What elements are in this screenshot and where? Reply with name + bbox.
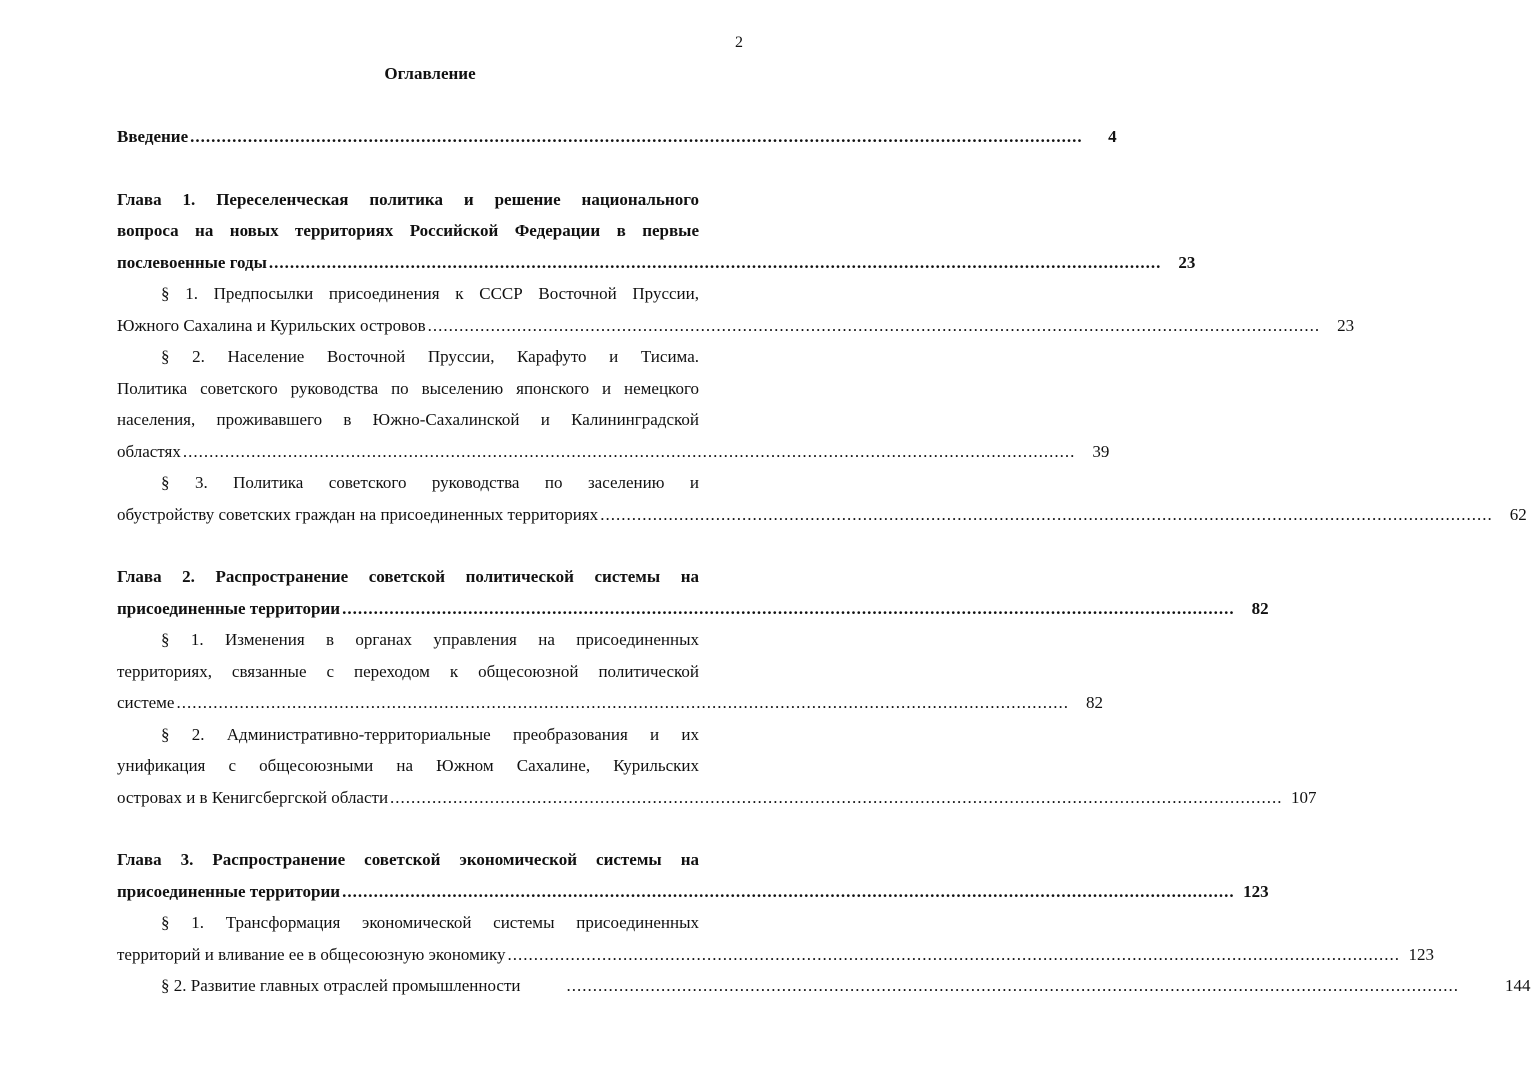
toc-entry-line: Глава 1. Переселенческая политика и решение национального	[117, 189, 699, 209]
toc-page-number: 23	[1178, 252, 1196, 272]
toc-entry-chapter-1	[117, 184, 1196, 279]
toc-page-number: 144	[1505, 976, 1531, 995]
toc-entry-title: присоединенные территории	[117, 881, 341, 901]
toc-entry-title: Южного Сахалина и Курильских островов	[117, 315, 426, 335]
toc-entry-title: территорий и вливание ее в общесоюзную экономику	[117, 944, 506, 964]
toc-page-number: 23	[1337, 315, 1355, 335]
toc-page-number: 82	[1085, 693, 1103, 712]
toc-entry-section-3-1	[117, 907, 1434, 970]
toc-entry-line: § 3. Политика советского руководства по заселению и	[161, 473, 699, 492]
toc-page-number: 107	[1291, 787, 1317, 807]
toc-page-number: 123	[1408, 944, 1434, 964]
toc-page-number: 39	[1092, 441, 1110, 461]
dot-leader: ..........................................................................................................................................................................	[390, 787, 1283, 807]
toc-entry-line: Глава 3. Распространение советской экономической системы на	[117, 850, 699, 869]
dot-leader: ..........................................................................................................................................................................	[342, 881, 1235, 901]
toc-entry-line: Политика советского руководства по выселению японского и немецкого	[117, 378, 699, 398]
toc-entry-title: областях	[117, 441, 181, 461]
toc-entry-section-1-1	[117, 278, 1355, 341]
toc-entry-introduction	[117, 121, 1117, 153]
toc-entry-line: § 1. Трансформация экономической системы присоединенных	[161, 913, 699, 932]
toc-page-number: 62	[1509, 504, 1527, 524]
toc-page-number: 82	[1251, 598, 1269, 618]
dot-leader: ..........................................................................................................................................................................	[507, 944, 1400, 964]
dot-leader: ..........................................................................................................................................................................	[427, 315, 1321, 335]
page-number: 2	[735, 34, 743, 51]
toc-entry-title: островах и в Кенигсбергской области	[117, 787, 389, 807]
toc-entry-title: Введение	[117, 127, 189, 146]
toc-entry-section-1-3	[117, 467, 1527, 530]
toc-entry-line: вопроса на новых территориях Российской Федерации в первые	[117, 221, 699, 240]
toc-entry-section-1-2	[117, 341, 1110, 467]
table-of-contents	[117, 121, 1531, 1002]
toc-entry-title: послевоенные годы	[117, 252, 267, 272]
toc-entry-line: § 1. Изменения в органах управления на присоединенных	[161, 630, 699, 649]
dot-leader: ..........................................................................................................................................................................	[566, 976, 1459, 995]
toc-entry-section-2-1	[117, 624, 1103, 719]
toc-entry-line: Глава 2. Распространение советской политической системы на	[117, 567, 699, 586]
toc-entry-line: § 1. Предпосылки присоединения к СССР Восточной Пруссии,	[161, 284, 699, 303]
toc-page-number: 4	[1108, 127, 1117, 146]
toc-entry-line: населения, проживавшего в Южно-Сахалинской и Калининградской	[117, 410, 699, 429]
toc-title: Оглавление	[384, 64, 476, 83]
dot-leader: ..........................................................................................................................................................................	[176, 693, 1069, 712]
dot-leader: ..........................................................................................................................................................................	[600, 504, 1493, 524]
toc-entry-title: § 2. Развитие главных отраслей промышленности	[161, 976, 521, 995]
toc-entry-line: унификация с общесоюзными на Южном Сахалине, Курильских	[117, 756, 699, 775]
toc-entry-chapter-3	[117, 844, 1269, 907]
toc-entry-title: присоединенные территории	[117, 598, 341, 618]
toc-entry-line: территориях, связанные с переходом к общесоюзной политической	[117, 661, 699, 681]
dot-leader: ..........................................................................................................................................................................	[182, 441, 1076, 461]
dot-leader: ..........................................................................................................................................................................	[342, 598, 1235, 618]
dot-leader: ..........................................................................................................................................................................	[268, 252, 1162, 272]
toc-entry-title: обустройству советских граждан на присоединенных территориях	[117, 504, 599, 524]
toc-entry-line: § 2. Административно-территориальные преобразования и их	[161, 724, 699, 744]
toc-entry-chapter-2	[117, 561, 1269, 624]
toc-entry-section-3-2	[117, 970, 1531, 1002]
toc-entry-title: системе	[117, 693, 175, 712]
toc-entry-line: § 2. Население Восточной Пруссии, Карафуто и Тисима.	[161, 347, 699, 366]
toc-entry-section-2-2	[117, 719, 1317, 814]
toc-page-number: 123	[1243, 881, 1269, 901]
dot-leader: ..........................................................................................................................................................................	[190, 127, 1083, 146]
